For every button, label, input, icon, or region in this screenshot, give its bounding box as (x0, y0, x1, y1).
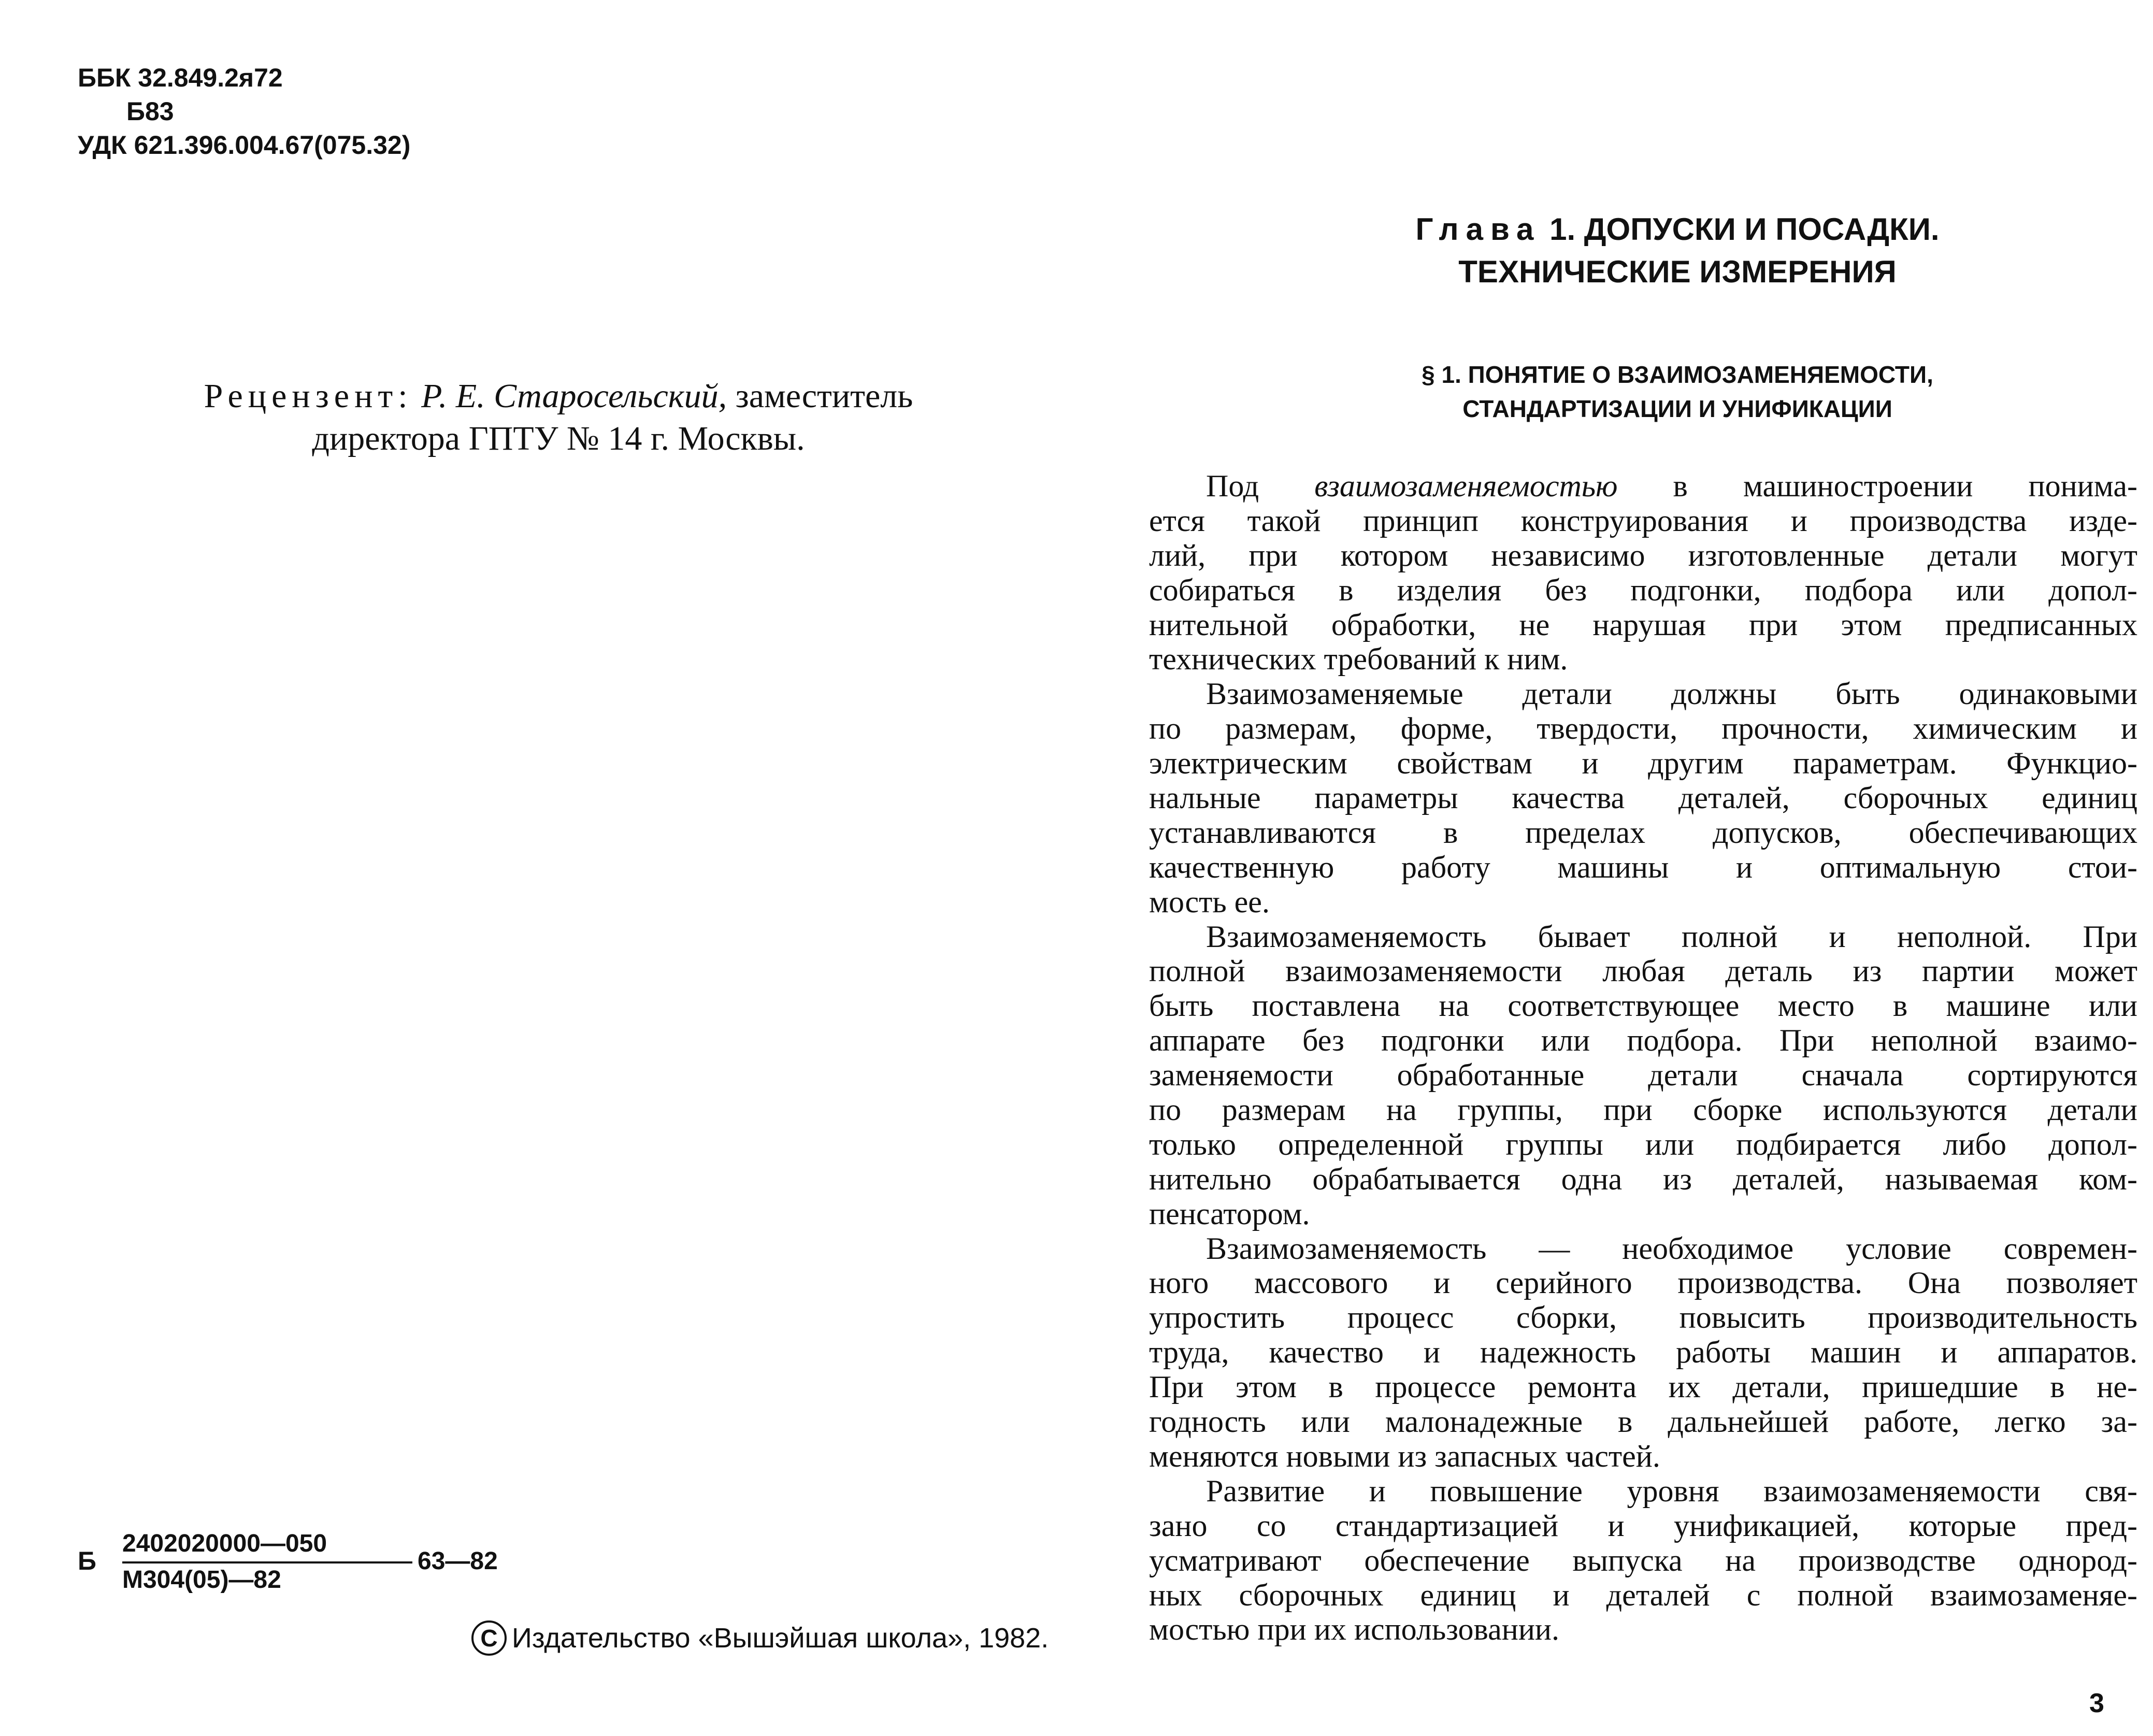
text-line: быть поставлена на соответствующее место в машине или (1149, 988, 2137, 1023)
text-line: заменяемости обработанные детали сначала сортируются (1149, 1058, 2137, 1093)
paragraph (1149, 1231, 2137, 1474)
text-line: устанавливаются в пределах допусков, обеспечивающих (1149, 815, 2137, 850)
text-line: нительной обработки, не нарушая при этом предписанных (1149, 607, 2137, 642)
reviewer-role: заместитель (735, 377, 913, 415)
text-line: упростить процесс сборки, повысить производительность (1149, 1300, 2137, 1335)
text-line: зано со стандартизацией и унификацией, которые пред- (1149, 1508, 2137, 1543)
text-line: лий, при котором независимо изготовленные детали могут (1149, 538, 2137, 572)
chapter-heading (1263, 208, 2092, 293)
text-line: ных сборочных единиц и деталей с полной взаимозаменяе- (1149, 1577, 2137, 1612)
text-line: качественную работу машины и оптимальную стои- (1149, 850, 2137, 884)
bbk-code: ББК 32.849.2я72 (78, 63, 283, 92)
code-denominator: М304(05)—82 (122, 1566, 281, 1594)
text-line: Взаимозаменяемость — необходимое условие современ- (1206, 1231, 2137, 1266)
text-run: Под (1206, 469, 1315, 503)
text-line: труда, качество и надежность работы машин и аппаратов. (1149, 1335, 2137, 1370)
paragraph (1149, 1474, 2137, 1647)
text-line: аппарате без подгонки или подбора. При неполной взаимо- (1149, 1023, 2137, 1058)
fraction-bar (122, 1561, 412, 1563)
text-line: годность или малонадежные в дальнейшей работе, легко за- (1149, 1404, 2137, 1439)
code-suffix: 63—82 (418, 1547, 498, 1575)
reviewer-name: Р. Е. Старосельский, (421, 377, 727, 415)
text-line: по размерам, форме, твердости, прочности, химическим и (1149, 711, 2137, 746)
paragraph (1149, 920, 2137, 1231)
chapter-title-1: 1. ДОПУСКИ И ПОСАДКИ. (1549, 212, 1940, 247)
code-prefix: Б (78, 1546, 96, 1575)
chapter-word: Глава (1415, 212, 1541, 247)
text-line: При этом в процессе ремонта их детали, пришедшие в не- (1149, 1370, 2137, 1404)
reviewer-line-2: директора ГПТУ № 14 г. Москвы. (312, 420, 805, 457)
chapter-line-1 (1263, 208, 2092, 251)
section-line-1: § 1. ПОНЯТИЕ О ВЗАИМОЗАМЕНЯЕМОСТИ, (1422, 361, 1933, 388)
text-line: собираться в изделия без подгонки, подбора или допол- (1149, 572, 2137, 607)
text-line (1149, 469, 2137, 504)
reviewer-block (139, 375, 978, 460)
section-line-2: СТАНДАРТИЗАЦИИ И УНИФИКАЦИИ (1462, 395, 1892, 422)
text-line: мостью при их использовании. (1149, 1612, 1560, 1647)
paragraph (1149, 469, 2137, 677)
text-line: технических требований к ним. (1149, 642, 1568, 677)
b-index: Б83 (126, 97, 174, 126)
copyright-icon: С (471, 1620, 507, 1656)
page-number: 3 (2089, 1688, 2104, 1718)
chapter-title-2: ТЕХНИЧЕСКИЕ ИЗМЕРЕНИЯ (1458, 254, 1897, 289)
text-line: усматривают обеспечение выпуска на производстве однород- (1149, 1543, 2137, 1577)
text-run: в машиностроении понима- (1617, 469, 2137, 503)
text-line: пенсатором. (1149, 1196, 1310, 1231)
text-line: полной взаимозаменяемости любая деталь из партии может (1149, 954, 2137, 988)
text-line: электрическим свойствам и другим параметрам. Функцио- (1149, 746, 2137, 781)
text-line: только определенной группы или подбирается либо допол- (1149, 1127, 2137, 1161)
copyright-text: Издательство «Вышэйшая школа», 1982. (512, 1623, 1049, 1654)
udk-code: УДК 621.396.004.67(075.32) (78, 131, 411, 160)
right-page (1076, 0, 2153, 1736)
section-heading (1263, 357, 2092, 426)
text-line: по размерам на группы, при сборке используются детали (1149, 1093, 2137, 1127)
emphasized-term: взаимозаменяемостью (1314, 469, 1618, 503)
left-page (0, 0, 1076, 1736)
text-line: Взаимозаменяемые детали должны быть одинаковыми (1206, 677, 2137, 711)
copyright-line (471, 1620, 1049, 1656)
text-line: нальные параметры качества деталей, сборочных единиц (1149, 781, 2137, 815)
reviewer-line-1 (139, 375, 978, 418)
text-line: Развитие и повышение уровня взаимозаменяемости свя- (1206, 1473, 2137, 1508)
body-text (1149, 469, 2137, 1647)
text-line: Взаимозаменяемость бывает полной и неполной. При (1206, 919, 2137, 954)
paragraph (1149, 677, 2137, 919)
code-numerator: 2402020000—050 (122, 1530, 327, 1557)
text-line: меняются новыми из запасных частей. (1149, 1439, 1660, 1473)
text-line: нительно обрабатывается одна из деталей, называемая ком- (1149, 1161, 2137, 1196)
text-line: мость ее. (1149, 884, 1270, 919)
text-line: ного массового и серийного производства. Она позволяет (1149, 1266, 2137, 1300)
reviewer-label: Рецензент: (204, 377, 413, 415)
text-line: ется такой принцип конструирования и производства изде- (1149, 503, 2137, 538)
